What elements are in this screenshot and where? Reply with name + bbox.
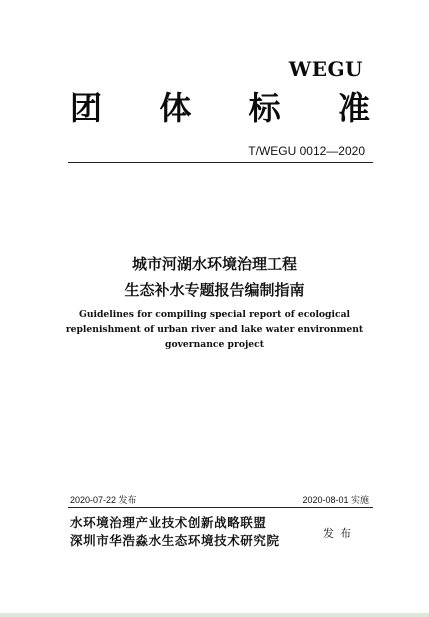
issue-date: 2020-07-22 发布 [70,495,137,505]
org-code: WEGU [288,57,363,81]
bottom-divider [68,507,373,508]
standard-code: T/WEGU 0012—2020 [248,144,365,158]
publish-label: 发布 [323,527,357,540]
title-en-line2: replenishment of urban river and lake water environment [65,324,364,335]
standard-type-char: 团 [70,89,103,127]
implement-date: 2020-08-01 实施 [302,495,369,505]
standard-type-title [70,88,370,128]
publisher-line2: 深圳市华浩淼水生态环境技术研究院 [70,533,280,548]
top-divider [68,162,373,163]
standard-type-char: 标 [248,89,281,127]
title-cn-line2: 生态补水专题报告编制指南 [124,281,305,299]
title-en-line1: Guidelines for compiling special report of ecological [78,309,351,320]
publisher-line1: 水环境治理产业技术创新战略联盟 [70,515,267,530]
viewer-bottom-bar [0,613,429,617]
title-en-line3: governance project [165,339,264,350]
title-cn-line1: 城市河湖水环境治理工程 [131,255,297,273]
standard-type-char: 准 [337,89,370,127]
standard-type-char: 体 [159,89,192,127]
